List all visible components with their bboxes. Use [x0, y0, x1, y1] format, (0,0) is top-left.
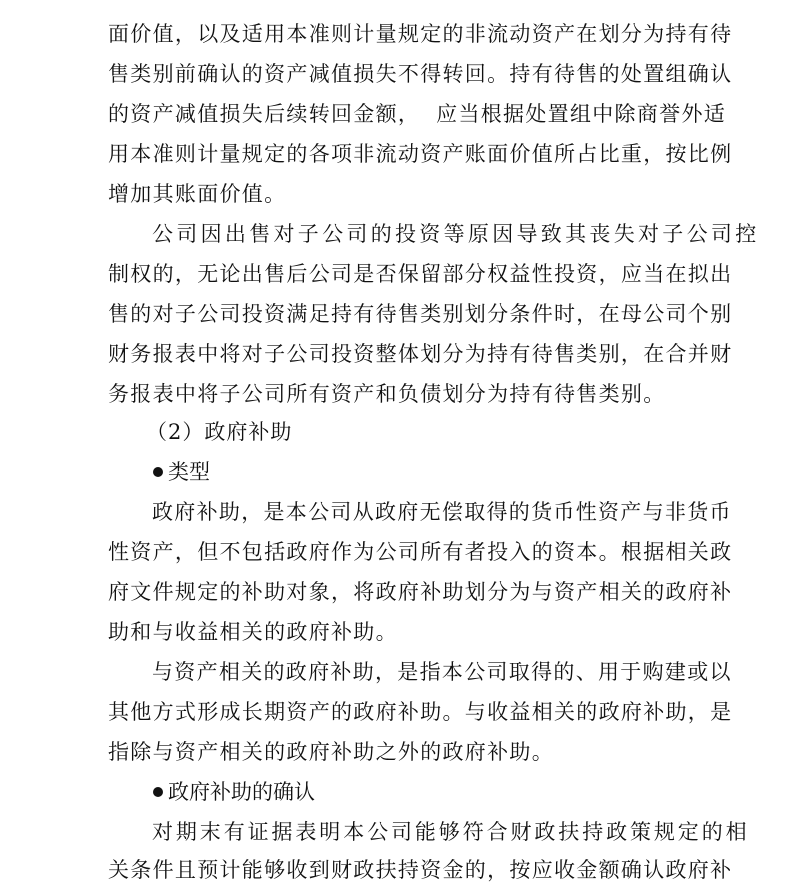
text-line: 增加其账面价值。 — [108, 182, 287, 206]
text-line: 财务报表中将对子公司投资整体划分为持有待售类别，在合并财 — [108, 342, 733, 366]
text-line: 政府补助，是本公司从政府无偿取得的货币性资产与非货币 — [152, 500, 732, 524]
bullet-icon — [153, 467, 163, 477]
section-heading: （2）政府补助 — [146, 420, 293, 444]
text-line: 关条件且预计能够收到财政扶持资金的，按应收金额确认政府补 — [108, 858, 733, 882]
text-line: 府文件规定的补助对象，将政府补助划分为与资产相关的政府补 — [108, 580, 733, 604]
text-line: 用本准则计量规定的各项非流动资产账面价值所占比重，按比例 — [108, 142, 733, 166]
text-line: 售的对子公司投资满足持有待售类别划分条件时，在母公司个别 — [108, 302, 733, 326]
text-line: 制权的，无论出售后公司是否保留部分权益性投资，应当在拟出 — [108, 262, 733, 286]
bullet-item — [153, 778, 315, 806]
text-line: 性资产，但不包括政府作为公司所有者投入的资本。根据相关政 — [108, 540, 733, 564]
text-line: 的资产减值损失后续转回金额， 应当根据处置组中除商誉外适 — [108, 102, 727, 126]
bullet-item — [153, 458, 210, 486]
text-line: 务报表中将子公司所有资产和负债划分为持有待售类别。 — [108, 382, 666, 406]
text-line: 其他方式形成长期资产的政府补助。与收益相关的政府补助，是 — [108, 700, 733, 724]
bullet-icon — [153, 787, 163, 797]
text-line: 与资产相关的政府补助，是指本公司取得的、用于购建或以 — [152, 660, 732, 684]
bullet-label: 类型 — [168, 460, 210, 484]
text-line: 面价值，以及适用本准则计量规定的非流动资产在划分为持有待 — [108, 22, 733, 46]
bullet-label: 政府补助的确认 — [168, 780, 315, 804]
text-line: 对期末有证据表明本公司能够符合财政扶持政策规定的相 — [152, 820, 750, 844]
text-line: 售类别前确认的资产减值损失不得转回。持有待售的处置组确认 — [108, 62, 733, 86]
text-line: 助和与收益相关的政府补助。 — [108, 620, 398, 644]
text-line: 指除与资产相关的政府补助之外的政府补助。 — [108, 740, 554, 764]
text-line: 公司因出售对子公司的投资等原因导致其丧失对子公司控 — [152, 222, 760, 246]
